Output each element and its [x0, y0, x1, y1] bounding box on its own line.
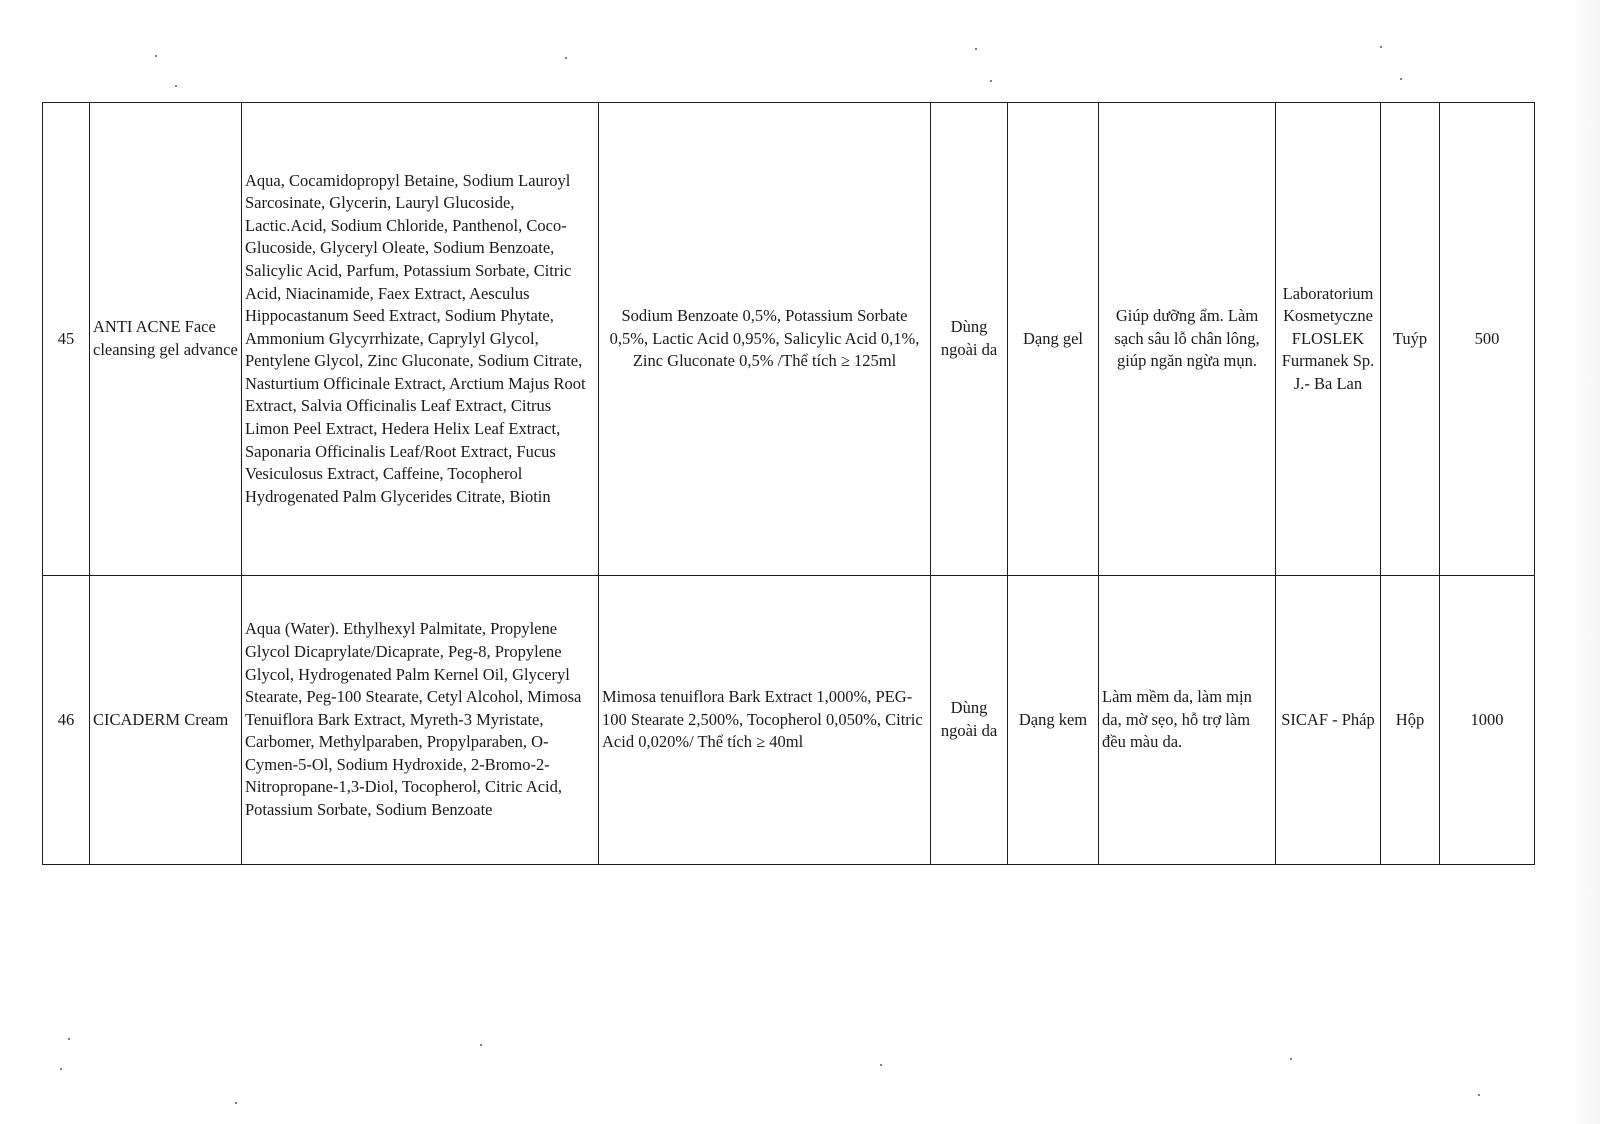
row-number: 45	[43, 103, 90, 576]
dosage-form: Dạng gel	[1008, 103, 1099, 576]
ingredients: Aqua (Water). Ethylhexyl Palmitate, Propylene Glycol Dicaprylate/Dicaprate, Peg-8, Propylene Glycol, Hydrogenated Palm Kernel Oil, Glyceryl Stearate, Peg-100 Stearate, Cetyl Alcohol, Mimosa Tenuiflora Bark Extract, Myreth-3 Myristate, Carbomer, Methylparaben, Propylparaben, O-Cymen-5-Ol, Sodium Hydroxide, 2-Bromo-2-Nitropropane-1,3-Diol, Tocopherol, Citric Acid, Potassium Sorbate, Sodium Benzoate	[242, 576, 599, 865]
scan-speck	[68, 1038, 70, 1040]
active-ingredients: Sodium Benzoate 0,5%, Potassium Sorbate 0,5%, Lactic Acid 0,95%, Salicylic Acid 0,1%, Zinc Gluconate 0,5% /Thể tích ≥ 125ml	[599, 103, 931, 576]
product-table	[42, 102, 1535, 865]
scan-speck	[565, 57, 567, 59]
packaging: Hộp	[1381, 576, 1440, 865]
product-name: ANTI ACNE Face cleansing gel advance	[90, 103, 242, 576]
scan-speck	[975, 48, 977, 50]
usage: Dùng ngoài da	[931, 576, 1008, 865]
scan-speck	[175, 85, 177, 87]
effect: Làm mềm da, làm mịn da, mờ sẹo, hỗ trợ làm đều màu da.	[1099, 576, 1276, 865]
scan-speck	[235, 1102, 237, 1104]
scan-speck	[1380, 46, 1382, 48]
active-ingredients: Mimosa tenuiflora Bark Extract 1,000%, PEG-100 Stearate 2,500%, Tocopherol 0,050%, Citric Acid 0,020%/ Thể tích ≥ 40ml	[599, 576, 931, 865]
scan-speck	[1478, 1094, 1480, 1096]
manufacturer: Laboratorium Kosmetyczne FLOSLEK Furmanek Sp. J.- Ba Lan	[1276, 103, 1381, 576]
ingredients: Aqua, Cocamidopropyl Betaine, Sodium Lauroyl Sarcosinate, Glycerin, Lauryl Glucoside, Lactic.Acid, Sodium Chloride, Panthenol, Coco-Glucoside, Glyceryl Oleate, Sodium Benzoate, Salicylic Acid, Parfum, Potassium Sorbate, Citric Acid, Niacinamide, Faex Extract, Aesculus Hippocastanum Seed Extract, Sodium Phytate, Ammonium Glycyrrhizate, Caprylyl Glycol, Pentylene Glycol, Zinc Gluconate, Sodium Citrate, Nasturtium Officinale Extract, Arctium Majus Root Extract, Salvia Officinalis Leaf Extract, Citrus Limon Peel Extract, Hedera Helix Leaf Extract, Saponaria Officinalis Leaf/Root Extract, Fucus Vesiculosus Extract, Caffeine, Tocopherol Hydrogenated Palm Glycerides Citrate, Biotin	[242, 103, 599, 576]
row-number: 46	[43, 576, 90, 865]
scan-speck	[1290, 1058, 1292, 1060]
product-name: CICADERM Cream	[90, 576, 242, 865]
scan-speck	[880, 1064, 882, 1066]
table-row	[43, 103, 1535, 576]
usage: Dùng ngoài da	[931, 103, 1008, 576]
scan-speck	[1400, 78, 1402, 80]
table-row	[43, 576, 1535, 865]
scan-speck	[155, 55, 157, 57]
effect: Giúp dưỡng ẩm. Làm sạch sâu lỗ chân lông, giúp ngăn ngừa mụn.	[1099, 103, 1276, 576]
scan-speck	[60, 1068, 62, 1070]
manufacturer: SICAF - Pháp	[1276, 576, 1381, 865]
scan-speck	[990, 80, 992, 82]
packaging: Tuýp	[1381, 103, 1440, 576]
dosage-form: Dạng kem	[1008, 576, 1099, 865]
scan-speck	[480, 1044, 482, 1046]
quantity: 500	[1440, 103, 1535, 576]
scan-edge-shade	[1572, 0, 1600, 1124]
quantity: 1000	[1440, 576, 1535, 865]
